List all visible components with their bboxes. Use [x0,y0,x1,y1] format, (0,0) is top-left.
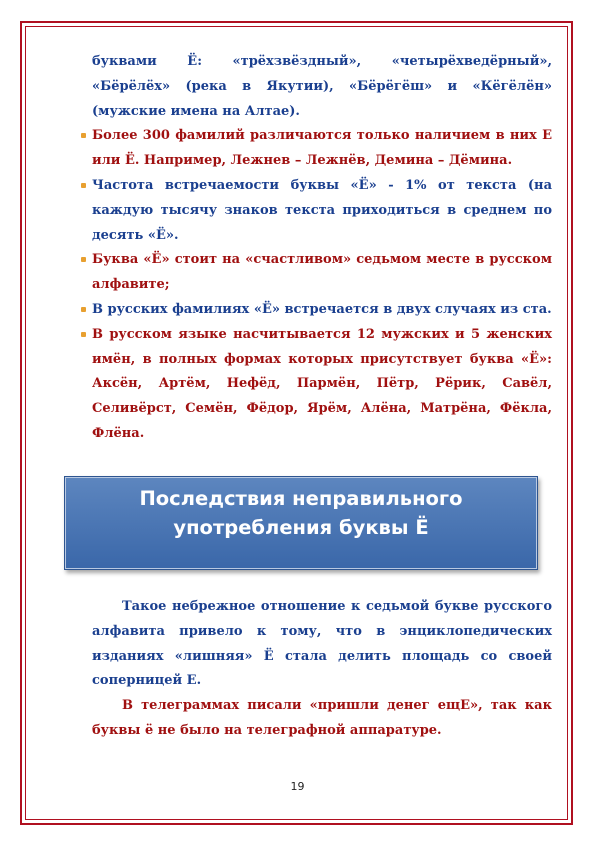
bottom-paragraph: В телеграммах писали «пришли денег ещЕ», так как буквы ё не было на телеграфной аппаратуре. [92,698,552,738]
main-text [92,50,552,447]
banner-line-1: Последствия неправильного [139,487,463,510]
bullet-item [92,124,552,174]
bullet-icon [81,332,86,337]
bullet-icon [81,257,86,262]
bullet-text: В русском языке насчитывается 12 мужских и 5 женских имён, в полных формах которых присутствует буква «Ё»: Аксён, Артём, Нефёд, Пармён, Пётр, Рёрик, Савёл, Селивёрст, Семён, Фёдор, Ярём, Алёна, Матрёна, Фёкла, Флёна. [92,326,552,441]
bottom-text [92,595,552,744]
bullet-text: Буква «Ё» стоит на «счастливом» седьмом месте в русском алфавите; [92,252,552,293]
bottom-paragraph: Такое небрежное отношение к седьмой букве русского алфавита привело к тому, что в энциклопедических изданиях «лишняя» Ё стала делить площадь со своей соперницей Е. [92,599,552,689]
bullet-icon [81,307,86,312]
bullet-icon [81,133,86,138]
bullet-item [92,174,552,248]
bullet-item [92,323,552,447]
bullet-item [92,298,552,323]
top-paragraph: буквами Ё: «трёхзвёздный», «четырёхведёрный», «Бёрёлёх» (река в Якутии), «Бёрёгёш» и «Кёгёлён» (мужские имена на Алтае). [92,54,552,119]
bullet-item [92,248,552,298]
bullet-text: Частота встречаемости буквы «Ё» - 1% от текста (на каждую тысячу знаков текста приходиться в среднем по десять «Ё». [92,177,552,243]
bullet-text: В русских фамилиях «Ё» встречается в двух случаях из ста. [92,301,552,317]
bullet-icon [81,183,86,188]
section-heading-banner [64,476,538,570]
banner-line-2: употребления буквы Ё [173,516,429,539]
page-number: 19 [290,780,305,793]
bullet-text: Более 300 фамилий различаются только наличием в них Е или Ё. Например, Лежнев – Лежнёв, Демина – Дёмина. [92,128,552,169]
